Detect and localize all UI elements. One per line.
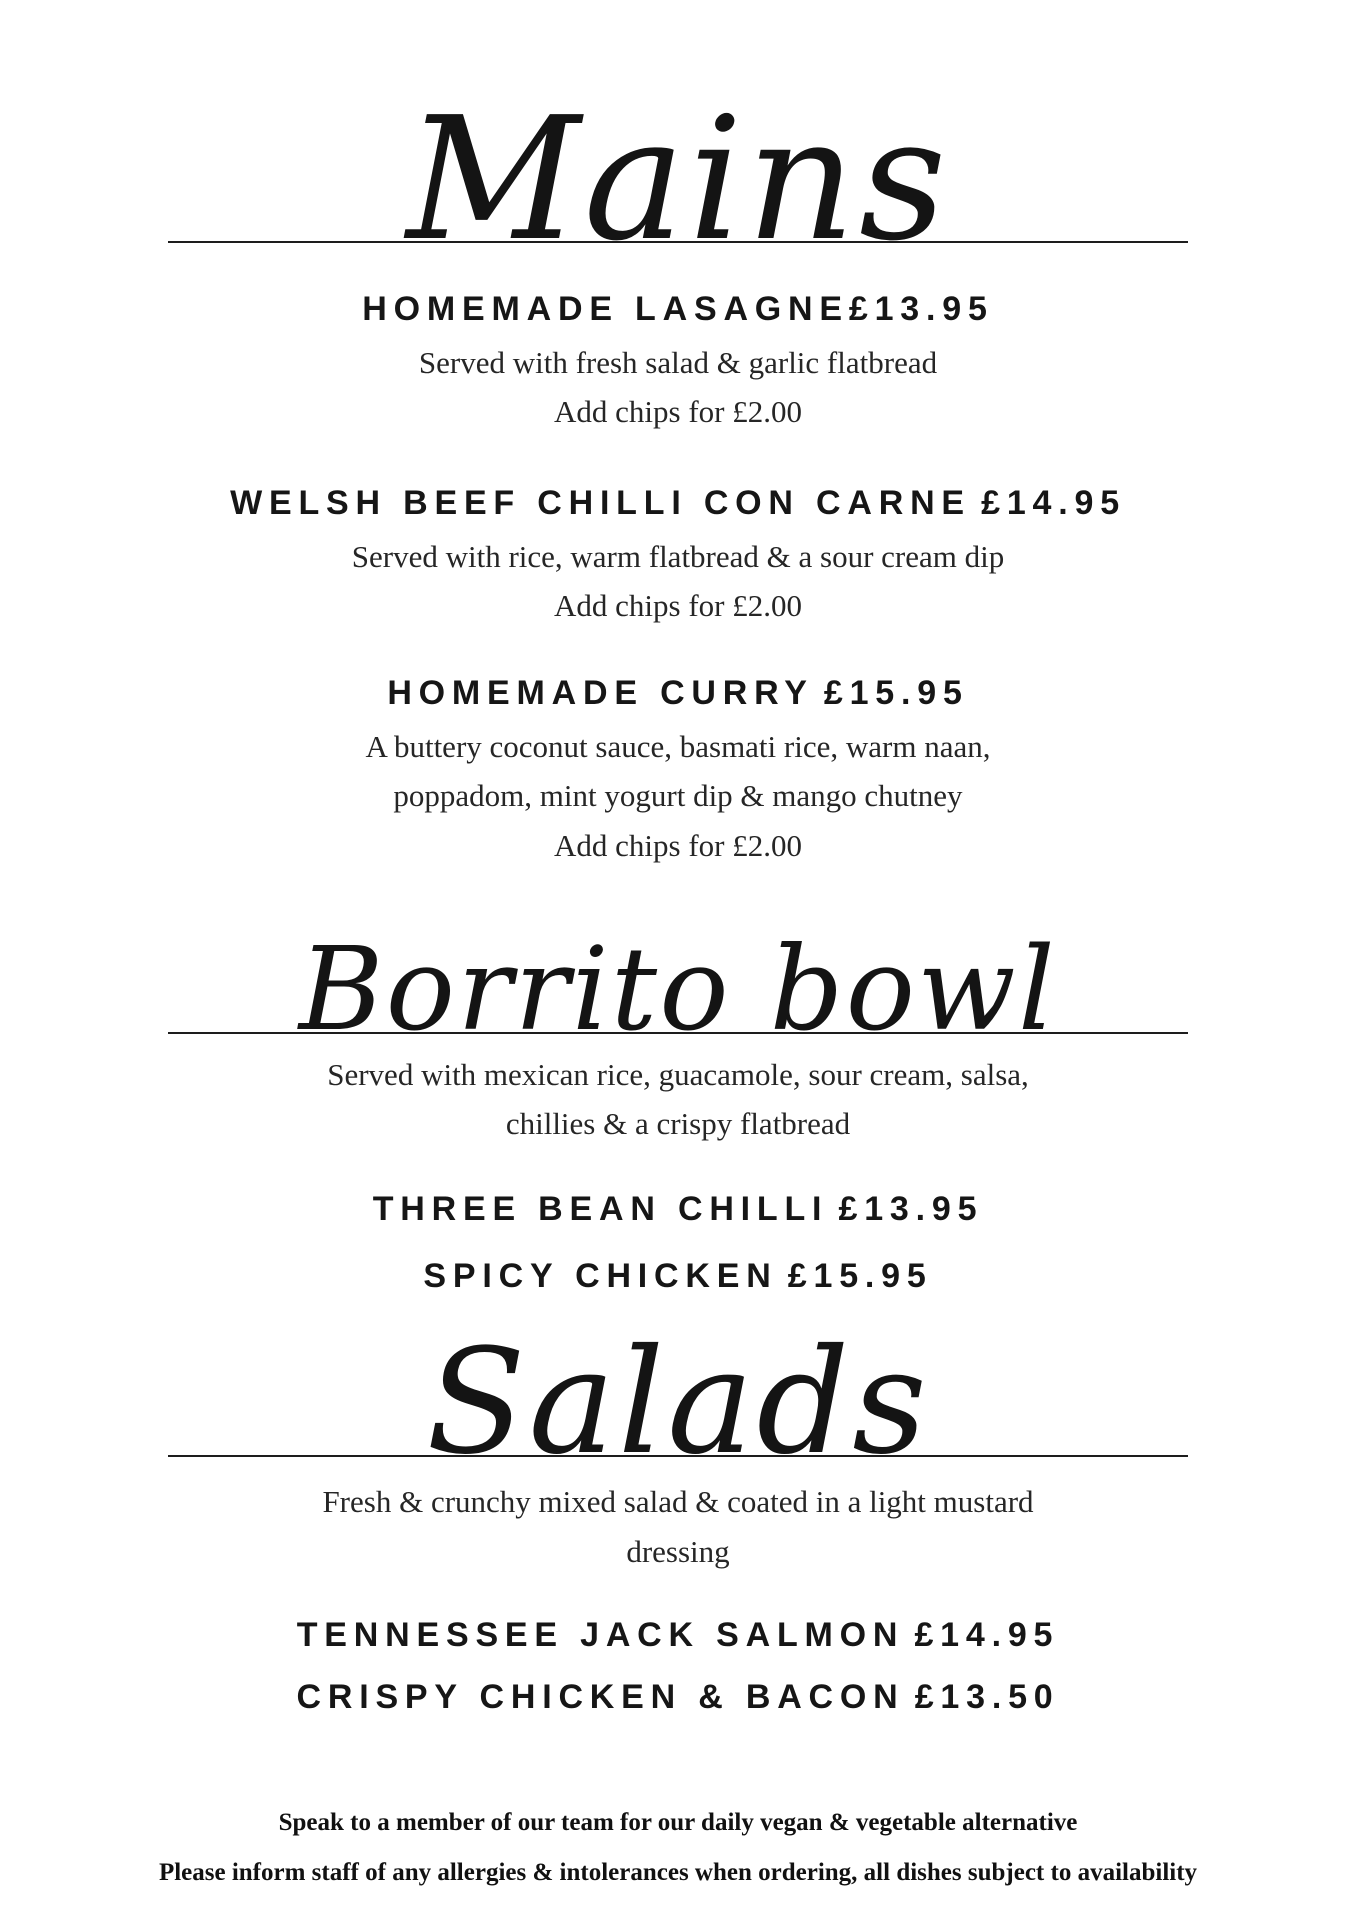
item-price: £15.95 [787,1256,933,1295]
item-name: CRISPY CHICKEN & BACON [296,1678,905,1717]
item-name: WELSH BEEF CHILLI CON CARNE [230,483,971,522]
menu-item-homemade-lasagne [0,289,1356,437]
item-title [0,1256,1356,1297]
item-title [0,673,1356,714]
item-price: £13.50 [914,1678,1060,1717]
item-title [0,1615,1356,1656]
section-salads [0,1318,1356,1718]
item-price: £14.95 [981,483,1126,522]
section-mains [0,81,1356,871]
item-name: HOMEMADE LASAGNE [362,290,849,328]
section-salads-header [0,1318,1356,1488]
section-salads-intro [0,1477,1356,1576]
menu-item-welsh-beef-chilli-con-carne [0,483,1356,631]
section-borrito-bowl-intro [0,1050,1356,1149]
item-price: £13.95 [848,290,994,328]
menu-item-homemade-curry [0,673,1356,871]
section-borrito-bowl-header [0,922,1356,1057]
item-name: THREE BEAN CHILLI [372,1189,829,1228]
footer-allergy-note: Please inform staff of any allergies & intolerances when ordering, all dishes subject to availability [158,1859,1198,1887]
menu-item-crispy-chicken-bacon [0,1677,1356,1718]
section-borrito-bowl [0,922,1356,1297]
section-intro-line: Fresh & crunchy mixed salad & coated in a light mustard [322,1484,1034,1520]
item-addon: Add chips for £2.00 [554,827,802,863]
footer-vegan-note: Speak to a member of our team for our daily vegan & vegetable alternative [278,1809,1078,1837]
item-price: £15.95 [823,673,969,712]
item-description: A buttery coconut sauce, basmati rice, warm naan, [365,728,991,764]
item-title [0,1677,1356,1718]
item-name: TENNESSEE JACK SALMON [296,1615,905,1654]
section-salads-heading: Salads [426,1318,930,1488]
item-description: poppadom, mint yogurt dip & mango chutney [393,778,963,814]
item-title [0,483,1356,524]
menu-item-tennessee-jack-salmon [0,1615,1356,1656]
item-price: £13.95 [838,1189,984,1228]
section-mains-heading: Mains [406,81,950,279]
footer-notes [0,1798,1356,1898]
section-borrito-bowl-heading: Borrito bowl [298,922,1058,1057]
item-price: £14.95 [914,1615,1060,1654]
section-intro-line: Served with mexican rice, guacamole, sour cream, salsa, [327,1056,1029,1092]
item-title [0,289,1356,330]
menu-item-three-bean-chilli [0,1189,1356,1230]
item-title [0,1189,1356,1230]
item-addon: Add chips for £2.00 [554,588,802,624]
item-description: Served with rice, warm flatbread & a sour cream dip [351,538,1005,574]
menu-item-spicy-chicken [0,1256,1356,1297]
section-intro-line: chillies & a crispy flatbread [505,1106,851,1142]
item-description: Served with fresh salad & garlic flatbread [418,344,938,380]
item-addon: Add chips for £2.00 [554,394,802,430]
item-name: SPICY CHICKEN [423,1256,778,1295]
section-mains-header [0,81,1356,279]
section-intro-line: dressing [626,1533,730,1569]
item-name: HOMEMADE CURRY [387,673,814,712]
